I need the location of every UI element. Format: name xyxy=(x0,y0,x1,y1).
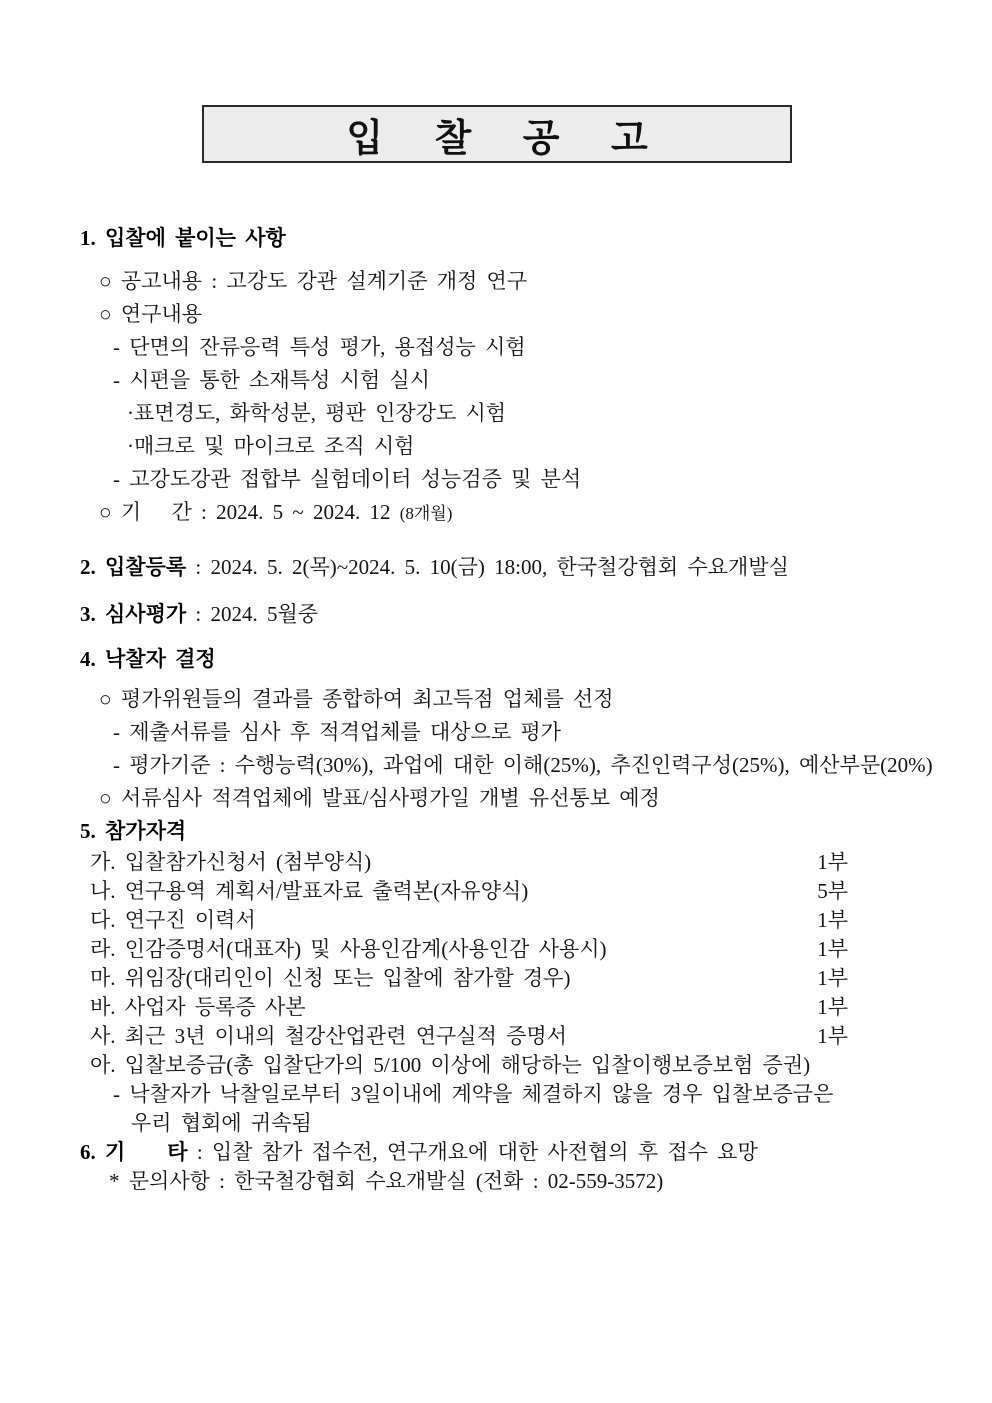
attachment-row xyxy=(0,1022,848,1051)
registration-period: : 2024. 5. 2(목)~2024. 5. 10(금) 18:00, 한국철강협회 수요개발실 xyxy=(186,555,789,579)
attachment-row xyxy=(0,935,848,964)
selection-detail-line: - 제출서류를 심사 후 적격업체를 대상으로 평가 xyxy=(113,720,561,744)
evaluation-date: : 2024. 5월중 xyxy=(186,602,319,626)
section-3-line xyxy=(0,598,992,631)
document-title: 입 찰 공 고 xyxy=(346,117,669,160)
period-line xyxy=(0,496,992,530)
period-text: ○ 기 간 : 2024. 5 ~ 2024. 12 xyxy=(99,500,400,524)
attachment-count: 1부 xyxy=(817,1024,848,1048)
contact-line: * 문의사항 : 한국철강협회 수요개발실 (전화 : 02-559-3572) xyxy=(109,1169,664,1193)
research-detail-line: - 시편을 통한 소재특성 시험 실시 xyxy=(113,368,430,392)
attachment-row xyxy=(0,993,848,1022)
attachment-count: 1부 xyxy=(817,850,848,874)
section-2-line xyxy=(0,551,992,584)
attachment-count: 1부 xyxy=(817,966,848,990)
notification-line: ○ 서류심사 적격업체에 발표/심사평가일 개별 유선통보 예정 xyxy=(99,786,660,810)
attachment-count: 1부 xyxy=(817,995,848,1019)
section-2-heading: 2. 입찰등록 xyxy=(80,555,187,579)
evaluation-criteria-line: - 평가기준 : 수행능력(30%), 과업에 대한 이해(25%), 추진인력구성(25%), 예산부문(20%) xyxy=(113,753,933,777)
document-body xyxy=(0,222,992,1196)
attachment-label: 다. 연구진 이력서 xyxy=(90,908,256,932)
section-6-line xyxy=(0,1138,992,1167)
period-duration: (8개월) xyxy=(399,504,453,523)
attachment-count: 1부 xyxy=(817,908,848,932)
attachment-count: 5부 xyxy=(817,879,848,903)
research-content-line: ○ 연구내용 xyxy=(99,302,203,326)
deposit-note-continuation: 우리 협회에 귀속됨 xyxy=(131,1111,312,1135)
research-detail-line: - 단면의 잔류응력 특성 평가, 용접성능 시험 xyxy=(113,335,526,359)
attachment-row xyxy=(0,906,848,935)
attachment-row xyxy=(0,877,848,906)
section-6-heading: 6. 기 타 xyxy=(80,1140,188,1164)
section-1-heading: 1. 입찰에 붙이는 사항 xyxy=(80,226,286,250)
attachment-row xyxy=(0,1051,848,1080)
attachment-label: 라. 인감증명서(대표자) 및 사용인감계(사용인감 사용시) xyxy=(90,937,607,961)
attachment-label: 아. 입찰보증금(총 입찰단가의 5/100 이상에 해당하는 입찰이행보증보험 증권) xyxy=(90,1053,811,1077)
attachment-row xyxy=(0,964,848,993)
section-5-heading: 5. 참가자격 xyxy=(80,819,187,843)
deposit-note-line: - 낙찰자가 낙찰일로부터 3일이내에 계약을 체결하지 않을 경우 입찰보증금은 xyxy=(113,1082,834,1106)
notice-content-line: ○ 공고내용 : 고강도 강관 설계기준 개정 연구 xyxy=(99,269,528,293)
attachment-count: 1부 xyxy=(817,937,848,961)
research-subdetail-line: ·표면경도, 화학성분, 평판 인장강도 시험 xyxy=(127,401,507,425)
research-subdetail-line: ·매크로 및 마이크로 조직 시험 xyxy=(127,434,415,458)
misc-text: : 입찰 참가 접수전, 연구개요에 대한 사전협의 후 접수 요망 xyxy=(187,1140,758,1164)
document-title-box xyxy=(202,105,792,163)
research-detail-line: - 고강도강관 접합부 실험데이터 성능검증 및 분석 xyxy=(113,467,582,491)
attachment-row xyxy=(0,848,848,877)
attachment-label: 가. 입찰참가신청서 (첨부양식) xyxy=(90,850,372,874)
attachment-label: 사. 최근 3년 이내의 철강산업관련 연구실적 증명서 xyxy=(90,1024,567,1048)
section-3-heading: 3. 심사평가 xyxy=(80,602,187,626)
attachment-label: 나. 연구용역 계획서/발표자료 출력본(자유양식) xyxy=(90,879,529,903)
attachment-label: 바. 사업자 등록증 사본 xyxy=(90,995,306,1019)
section-4-heading: 4. 낙찰자 결정 xyxy=(80,647,216,671)
selection-line: ○ 평가위원들의 결과를 종합하여 최고득점 업체를 선정 xyxy=(99,687,614,711)
attachment-label: 마. 위임장(대리인이 신청 또는 입찰에 참가할 경우) xyxy=(90,966,571,990)
